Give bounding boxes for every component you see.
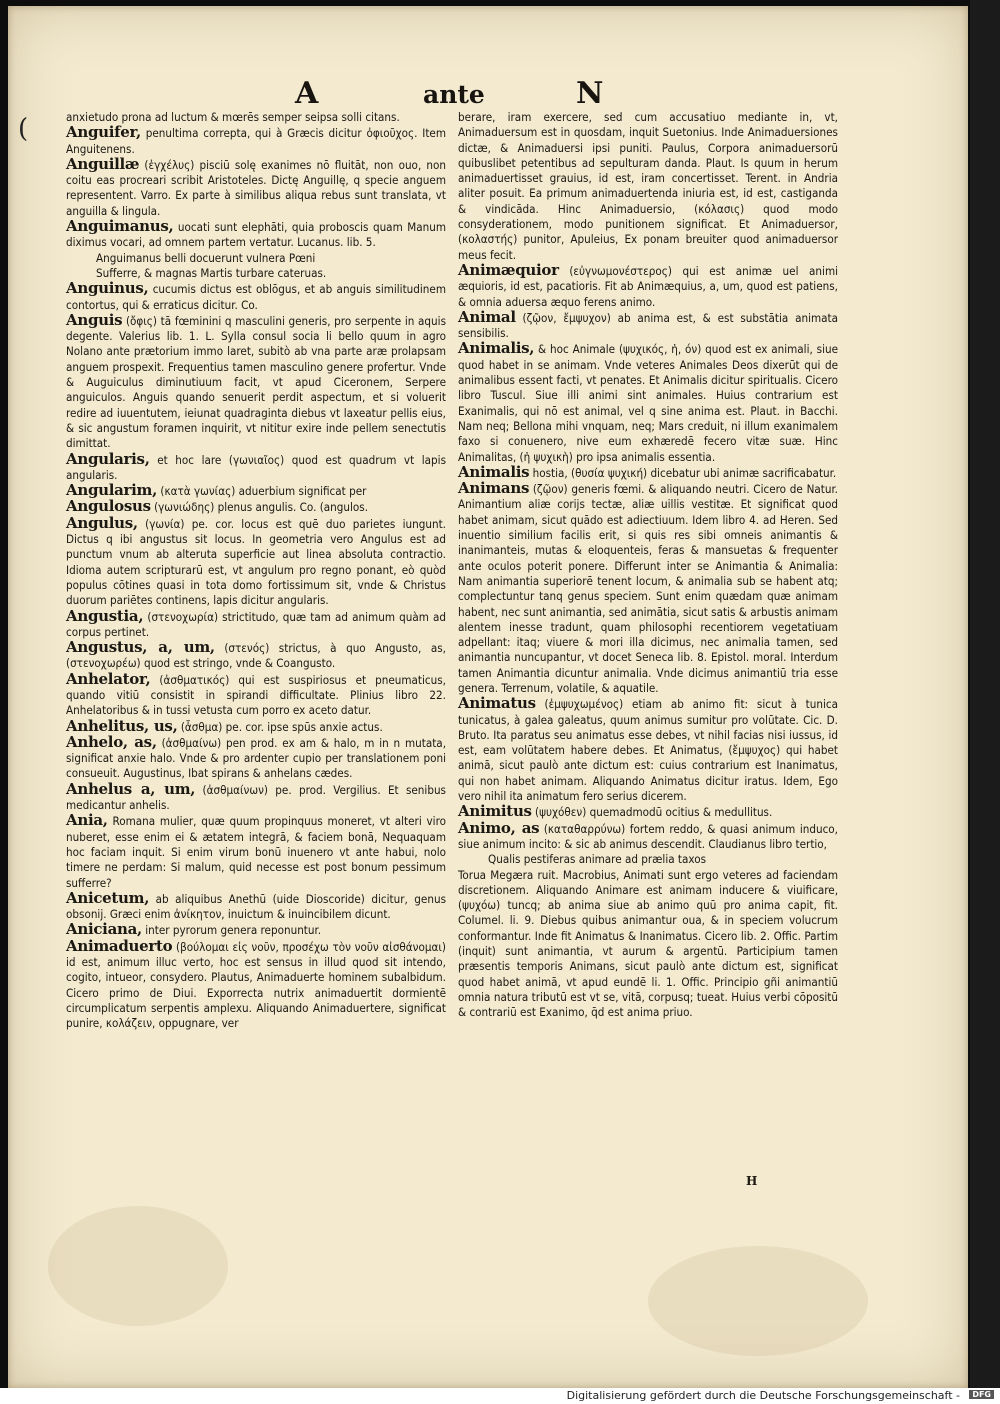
margin-mark: ( xyxy=(18,114,29,144)
dictionary-entry xyxy=(458,696,838,804)
entry-text: (ζῷον) generis fœmi. & aliquando neutri. Cicero de Natur. Animantium aliæ corijs tectæ, aliæ uillis vestitæ. Et significat quod habet animam, sicut quādo est adiectiuum. Idem libro 4. ad Heren. Sed inuentio similium facilis erit, si quis res sibi omneis animantis & inanimanteis, mutas & eloquenteis, feras & mansuetas & frequenter ante oculos poterit ponere. Differunt inter se Animantia & Animalia: Nam animantia superiorē tenent locum, & animalia sub se habent atq; complectuntur tanq genus speciem. Sunt enim quædam quæ animam habent, nec sunt animantia, sed animātia, sicut satis & arbustis animam alentem inesse tradunt, quam philosophi recentiorem vegetatiuam adpellant: itaq; viuere & mori illa dicimus, nec animalia tamen, sed animantia nuncupantur, vt docet Seneca lib. 8. Epistol. moral. Interdum tamen Animantia dicuntur animalia. Vnde dicimus animantiū tria esse genera. Terrenum, volatile, & aquatile. xyxy=(458,482,838,695)
dictionary-entry xyxy=(66,219,446,251)
left-column xyxy=(66,110,446,1032)
entry-headword: Angularim, xyxy=(66,481,158,500)
dictionary-entry xyxy=(458,341,838,464)
dictionary-entry xyxy=(458,868,838,1021)
entry-headword: Animæquior xyxy=(458,260,559,279)
entry-headword: Angulosus xyxy=(66,497,151,516)
entry-text: inter pyrorum genera reponuntur. xyxy=(145,923,322,938)
dictionary-entry xyxy=(458,852,838,867)
entry-headword: Angularis, xyxy=(66,449,150,468)
entry-headword: Anguifer, xyxy=(66,123,141,142)
dictionary-entry xyxy=(66,125,446,157)
dictionary-entry xyxy=(66,732,447,782)
entry-headword: Angustia, xyxy=(66,606,144,625)
entry-headword: Animalis xyxy=(458,462,530,481)
entry-headword: Angulus, xyxy=(66,513,138,532)
entry-headword: Anguis xyxy=(66,310,123,329)
header-word: ante xyxy=(423,80,485,109)
scan-edge xyxy=(970,0,1000,1390)
entry-text: (στενός) strictus, à quo Angusto, as, (στενοχωρέω) quod est stringo, vnde & Coangusto. xyxy=(66,641,446,671)
dictionary-entry xyxy=(66,513,446,609)
entry-text: (ἆσθμα) pe. cor. ipse spūs anxie actus. xyxy=(180,719,383,734)
entry-headword: Ania, xyxy=(66,811,108,830)
dictionary-entry xyxy=(66,669,446,719)
entry-headword: Animalis, xyxy=(458,339,535,358)
dictionary-entry xyxy=(66,606,446,641)
entry-headword: Aniciana, xyxy=(66,920,142,939)
dictionary-entry xyxy=(66,888,447,923)
entry-text: (στενοχωρία) strictitudo, quæ tam ad animum quàm ad corpus pertinet. xyxy=(66,609,446,639)
entry-headword: Animitus xyxy=(458,802,532,821)
entry-text: (ἐμψυχωμένος) etiam ab animo fit: sicut à tunica tunicatus, à galea galeatus, quum animus sumitur pro volūtate. Cic. D. Bruto. Ita paratus seu animatus esse debes, vt nihil facias nisi iussus, id est, eam volūtatem habere debes. Et Animatus, (ἔμψυχος) qui habet animā, sicut paulò ante dictum est: cuius contrarium est Inanimatus, qui non habet animam. Aliquando Animatus dicitur iratus. Idem, Ego vero nihil ita animatum fero serius dicerem. xyxy=(458,697,839,804)
entry-headword: Anicetum, xyxy=(66,888,150,907)
entry-text: Anguimanus belli docuerunt vulnera Pœni xyxy=(96,250,316,265)
signature-mark: H xyxy=(746,1174,758,1188)
entry-text: (γωνία) pe. cor. locus est quē duo parietes iungunt. Dictus q ibi angustus sit locus. In geometria vero Angulus est ad punctum vnum ab alteruta superficie aut linea absoluta contractio. Idioma autem scripturarū est, vt angulum pro regno ponant, eò quòd populus cōtines quasi in tota domo fortissimum sit, vnde & Christus duorum pariētes continens, lapis dicitur angularis. xyxy=(66,516,446,608)
entry-text: (κατὰ γωνίας) aduerbium significat per xyxy=(160,484,367,499)
dictionary-entry xyxy=(458,818,838,853)
dictionary-entry xyxy=(66,779,446,814)
entry-headword: Anhelus a, um, xyxy=(66,779,196,798)
dictionary-entry xyxy=(458,481,838,696)
entry-text: (καταθαρρύνω) fortem reddo, & quasi animum induco, siue animum incito: & sic ab animus descendit. Claudianus libro tertio, xyxy=(458,821,838,851)
entry-text: (ἀσθματικός) qui est suspiriosus et pneumaticus, quando vitiū consistit in spirandi difficultate. Plinius libro 22. Anhelatoribus & in tussi vetusta cum porro ex aceto datur. xyxy=(66,672,446,718)
entry-headword: Anhelo, as, xyxy=(66,732,157,751)
funding-note: Digitalisierung gefördert durch die Deutsche Forschungsgemeinschaft - xyxy=(566,1389,960,1402)
entry-text: Romana mulier, quæ quum propinquus moneret, vt alteri viro nuberet, esse enim ei & ætatem integrā, & faciem bonā, Nequaquam hoc faciam inquit. Si enim virum bonū inuenero vt ante habui, nolo timere ne perdam: Si malum, quid necesse est post bonum pessimum sufferre? xyxy=(66,814,446,890)
entry-text: (ἀσθμαίνων) pe. prod. Vergilius. Et senibus medicantur anhelis. xyxy=(66,782,446,813)
entry-headword: Anhelator, xyxy=(66,669,151,688)
book-page xyxy=(8,6,968,1388)
entry-headword: Anguimanus, xyxy=(66,217,174,236)
dictionary-entry xyxy=(66,640,446,672)
dfg-logo: DFG xyxy=(969,1390,994,1399)
dictionary-entry xyxy=(66,936,446,1032)
dictionary-entry xyxy=(66,154,446,219)
entry-text: Sufferre, & magnas Martis turbare cateruas. xyxy=(96,265,327,280)
entry-text: Torua Megæra ruit. Macrobius, Animati sunt ergo veteres ad faciendam discretionem. Aliquando Animare est animam inducere & viuificare, (ψυχόω) tuncq; ab anima siue ab animo quū pro anima capit, fit. Columel. li. 9. Diebus quibus animantur oua, & in speciem volucrum conformantur. Inde fit Animatus & Inanimatus. Cicero lib. 2. Offic. Partim (inquit) sunt animantia, vt aurum & argentū. Participium tamen præsentis temporis Animans, sicut paulò ante dictum est, significat quod habet animā, vt apud eundē li. 1. Offic. Principio gñi animantiū omnia natura tributū est vt se, vitā, corpusq; tueat. Huius verbi cōpositū & contrariū est Exanimo, q̄d est anima priuo. xyxy=(458,867,838,1020)
entry-headword: Anhelitus, us, xyxy=(66,716,178,735)
footer-bar xyxy=(0,1388,1000,1404)
entry-text: (ἐγχέλυς) pisciū solę exanimes nō fluitāt, non ouo, non coitu eas procreari scribit Aristoteles. Dictę Anguillę, q specie anguem representent. Varro. Ex parte à similibus aliqua rebus sunt translata, vt anguilla & lingula. xyxy=(66,157,446,218)
entry-headword: Anguinus, xyxy=(66,279,149,298)
dictionary-entry xyxy=(458,110,838,263)
entry-headword: Anguillæ xyxy=(66,154,140,173)
entry-headword: Animans xyxy=(458,479,530,498)
entry-text: (ψυχόθεν) quemadmodū ocitius & medullitus. xyxy=(535,805,773,820)
entry-headword: Angustus, a, um, xyxy=(66,638,215,657)
entry-text: hostia, (θυσία ψυχική) dicebatur ubi animæ sacrificabatur. xyxy=(532,465,837,480)
entry-text: Qualis pestiferas animare ad prælia taxos xyxy=(488,852,707,867)
dictionary-entry xyxy=(458,260,839,310)
entry-text: (γωνιώδης) plenus angulis. Co. (angulos. xyxy=(154,500,369,515)
entry-text: (ζῷον, ἔμψυχον) ab anima est, & est substātia animata sensibilis. xyxy=(458,310,839,341)
entry-headword: Animal xyxy=(458,307,516,326)
entry-text: uocati sunt elephāti, quia proboscis quam Manum diximus vocari, ad omnem partem vertatur. Lucanus. lib. 5. xyxy=(66,220,447,250)
entry-text: (ἀσθμαίνω) pen prod. ex am & halo, m in n mutata, significat anxie halo. Vnde & pro ardenter cupio per translationem poni consueuit. Augustinus, Ibat spirans & anhelans cædes. xyxy=(66,735,447,781)
entry-text: ab aliquibus Anethū (uide Dioscoride) dicitur, genus obsonij. Græci enim ἀνίκητον, inuictum & inuincibilem dicunt. xyxy=(66,891,447,922)
entry-text: & hoc Animale (ψυχικός, ἡ, όν) quod est ex animali, siue quod habet in se animam. Vnde veteres Animales Deos dixerūt qui de animalibus essent facti, vt penates. Et Animalis dicitur spiritualis. Cicero libro Tuscul. Siue illi animi sint animales. Huius contrarium est Exanimalis, qui nō est animal, vel q sine anima est. Plaut. in Bacchi. Nam neq; Bellona mihi vnquam, neq; Mars creduit, ni illum exanimalem faxo si conuenero, nive eum exhæredē fecero vitæ suæ. Hinc Animalitas, (ἡ ψυχικὴ) pro ipsa animalis essentia. xyxy=(458,342,838,464)
right-column xyxy=(458,110,838,1021)
dictionary-entry xyxy=(66,281,446,313)
running-head xyxy=(8,76,968,112)
entry-text: (ὄφις) tā fœminini q masculini generis, pro serpente in aquis degente. Valerius lib. 1. L. Sylla consul socia li bello quum in agro Nolano ante prætorium immo laret, subitò ab vna parte aræ prolapsam anguem prospexit. Frequentius tamen masculino genere profertur. Vnde & Auguiculus diminutiuum facit, vt apud Ciceronem, Serpere anguiculos. Anguis quando senuerit perdit aspectum, et si voluerit redire ad iuuentutem, ieiunat quadraginta diebus vt laxeatur pellis eius, & sic angustum foramen inquirit, vt nititur exire inde pellem senectutis dimittat. xyxy=(66,313,446,451)
header-letter-left: A xyxy=(295,76,319,111)
entry-text: berare, iram exercere, sed cum accusatiuo mediante in, vt, Animaduersum est in quosdam, inquit Suetonius. Inde Animaduersiones dictæ, & Animaduersi ipsi puniti. Paulus, Corpora animaduersorū quibuslibet petentibus ad sepulturam danda. Plaut. Is quum in herum animaduertisset grauius, id est, iram concertisset. Terent. in Andria aliter posuit. Ea primum animaduertenda iniuria est, id est, castiganda & vindicāda. Hinc Animaduersio, (κόλασις) quod modo consyderationem, modo punitionem significat. Et Animaduersor, (κολαστής) punitor, Apuleius, Ex ponam breuiter quod animaduersor meus fecit. xyxy=(458,110,838,262)
entry-text: cucumis dictus est oblōgus, et ab anguis similitudinem contortus, qui & erraticus dicitur. Co. xyxy=(66,282,446,312)
header-letter-right: N xyxy=(576,76,604,111)
entry-text: (εὐγνωμονέστερος) qui est animæ uel animi æquioris, id est, pacatioris. Fit ab Animæquius, a, um, quod est patiens, & omnia aduersa æquo ferens animo. xyxy=(458,263,839,309)
entry-text: anxietudo prona ad luctum & mœrēs semper seipsa solli citans. xyxy=(66,110,400,124)
entry-headword: Animaduerto xyxy=(66,936,173,955)
entry-text: et hoc lare (γωνιαῖος) quod est quadrum vt lapis angularis. xyxy=(66,452,447,482)
dictionary-entry xyxy=(66,251,446,266)
dictionary-entry xyxy=(66,449,447,484)
entry-headword: Animo, as xyxy=(458,818,540,837)
dictionary-entry xyxy=(458,307,839,342)
dictionary-entry xyxy=(66,813,446,890)
entry-text: (βούλομαι εἰς νοῦν, προσέχω τὸν νοῦν αἰσθάνομαι) id est, animum illuc verto, hoc est sensus in illud quod sit intendo, cogito, intueor, consydero. Plautus, Animaduerte hominem subalbidum. Cicero primo de Diui. Exporrecta nutrix animaduertit dormientē circumplicatum serpentis amplexu. Aliquando Animaduertere, significat punire, κολάζειν, oppugnare, ver xyxy=(66,939,446,1031)
dictionary-entry xyxy=(66,310,446,452)
entry-text: penultima correpta, qui à Græcis dicitur ὀφιοῦχος. Item Anguitenens. xyxy=(66,126,446,156)
entry-headword: Animatus xyxy=(458,694,536,713)
